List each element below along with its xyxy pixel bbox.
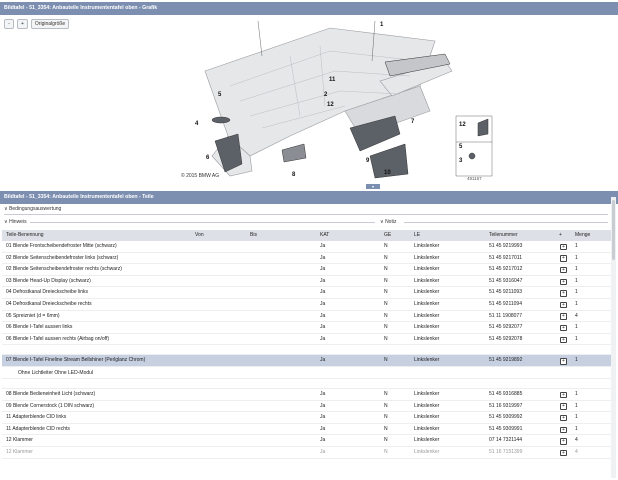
table-row[interactable] [2, 264, 616, 276]
table-row[interactable] [2, 311, 616, 323]
callout-5b: 5 [459, 144, 463, 150]
table-row[interactable] [2, 241, 616, 253]
exploded-view-diagram [0, 16, 618, 184]
part-number: 51 16 9319997 [489, 402, 523, 409]
add-to-cart-icon[interactable]: + [560, 450, 567, 456]
ge-flag: N [384, 437, 388, 444]
add-to-cart-icon[interactable]: + [560, 438, 567, 444]
ge-flag: N [384, 425, 388, 432]
add-to-cart-icon[interactable]: + [560, 302, 567, 308]
row-remark: Ohne Lichtleiter Ohne LED-Modul [2, 367, 616, 379]
column-header-part-number[interactable]: Teilenummer [489, 232, 518, 238]
part-number: 51 45 9211093 [489, 289, 522, 296]
quantity: 4 [575, 312, 578, 319]
quantity: 1 [575, 425, 578, 432]
table-row[interactable] [2, 412, 616, 424]
quantity: 1 [575, 300, 578, 307]
part-number: 51 45 9211094 [489, 300, 522, 307]
part-name: Adapterblende CID rechts [12, 425, 70, 432]
table-row[interactable] [2, 287, 616, 299]
part-number: 07 14 7321144 [489, 437, 522, 444]
part-position: 11 Adapterblende CID rechts [6, 425, 70, 432]
ge-flag: N [384, 289, 388, 296]
hints-section[interactable]: ∨ Hinweis [4, 219, 27, 225]
quantity: 1 [575, 289, 578, 296]
part-number: 51 45 9217012 [489, 266, 523, 273]
add-to-cart-icon[interactable]: + [560, 337, 567, 343]
chevron-down-icon: ∨ [4, 219, 10, 225]
ge-flag: N [384, 324, 388, 331]
steering-side: Linkslenker [414, 312, 440, 319]
part-name: Klammer [12, 448, 33, 455]
add-to-cart-icon[interactable]: + [560, 427, 567, 433]
add-to-cart-icon[interactable]: + [560, 290, 567, 296]
steering-side: Linkslenker [414, 266, 440, 273]
table-row[interactable] [2, 401, 616, 413]
part-number: 51 16 7151399 [489, 448, 523, 455]
parts-table-header [2, 230, 616, 241]
callout-11: 11 [329, 77, 336, 83]
part-name: Blende Bedieneinheit Licht (schwarz) [12, 390, 96, 397]
part-position: 09 Blende Cornerstock (1 DIN schwarz) [6, 402, 95, 409]
copyright-label: © 2015 BMW AG [181, 173, 220, 179]
ge-flag: N [384, 335, 388, 342]
steering-side: Linkslenker [414, 277, 440, 284]
steering-side: Linkslenker [414, 254, 440, 261]
scrollbar-thumb[interactable] [612, 200, 615, 260]
table-row[interactable] [2, 299, 616, 311]
part-position: 03 Blende Head-Up Display (schwarz) [6, 277, 91, 284]
zoom-in-button[interactable]: + [17, 19, 28, 29]
quantity: 1 [575, 266, 578, 273]
ge-flag: N [384, 414, 388, 421]
callout-7: 7 [411, 119, 415, 125]
add-to-cart-icon[interactable]: + [560, 279, 567, 285]
callout-12: 12 [459, 122, 466, 128]
steering-side: Linkslenker [414, 300, 440, 307]
catalog-flag: Ja [320, 402, 326, 409]
catalog-flag: Ja [320, 448, 326, 455]
add-to-cart-icon[interactable]: + [560, 255, 567, 261]
table-row[interactable] [2, 435, 616, 447]
part-position: 04 Defrostkanal Dreieckscheibe rechts [6, 300, 92, 307]
quantity: 1 [575, 254, 578, 261]
part-position: 04 Defrostkanal Dreieckscheibe links [6, 289, 88, 296]
steering-side: Linkslenker [414, 448, 440, 455]
ge-flag: N [384, 300, 388, 307]
original-size-button[interactable]: Originalgröße [31, 19, 69, 29]
chevron-down-icon: ∨ [4, 206, 10, 212]
catalog-flag: Ja [320, 243, 326, 249]
part-number: 51 45 9316885 [489, 390, 523, 397]
catalog-flag: Ja [320, 312, 326, 319]
catalog-flag: Ja [320, 289, 326, 296]
part-position: 11 Adapterblende CID links [6, 414, 67, 421]
part-number: 51 45 9219993 [489, 243, 523, 249]
part-number: 51 45 9292077 [489, 324, 523, 331]
parts-table-body [2, 241, 616, 459]
part-name: Blende I-Tafel aussen rechts (Airbag on/off) [12, 335, 110, 342]
catalog-flag: Ja [320, 390, 326, 397]
column-header-add[interactable]: + [559, 232, 562, 238]
callout-1: 1 [380, 22, 384, 28]
catalog-flag: Ja [320, 335, 326, 342]
callout-6: 6 [206, 155, 210, 161]
part-name: Defrostkanal Dreieckscheibe links [12, 289, 88, 296]
table-row[interactable] [2, 447, 616, 459]
ge-flag: N [384, 254, 388, 261]
conditions-section[interactable]: ∨ Bedingungsauswertung [4, 206, 62, 212]
part-name: Klammer [12, 437, 33, 444]
quantity: 1 [575, 243, 578, 249]
column-header-quantity[interactable]: Menge [575, 232, 591, 238]
part-name: Blende Cornerstock (1 DIN schwarz) [12, 402, 95, 409]
add-to-cart-icon[interactable]: + [560, 392, 567, 398]
part-position: 05 Spreizniet (d = 6mm) [6, 312, 60, 319]
part-position: 02 Blende Seitenscheibendefroster rechts (schwarz) [6, 266, 122, 273]
callout-2: 2 [324, 92, 328, 98]
table-row-selected[interactable]: 07 Blende I-Tafel Fineline Stream Bellshiner (Perlglanz Chrom) Ja N Linkslenker 51 45 9219892 + 1 [2, 355, 616, 367]
part-position: 02 Blende Seitenscheibendefroster links (schwarz) [6, 254, 119, 261]
table-row[interactable] [2, 276, 616, 288]
steering-side: Linkslenker [414, 402, 440, 409]
catalog-flag: Ja [320, 266, 326, 273]
table-row[interactable] [2, 389, 616, 401]
chevron-down-icon: ∨ [380, 219, 386, 225]
ge-flag: N [384, 266, 388, 273]
part-name: Blende I-Tafel aussen links [12, 324, 73, 331]
part-number: 51 45 9316047 [489, 277, 523, 284]
part-number: 51 11 1908077 [489, 312, 522, 319]
quantity: 1 [575, 324, 578, 331]
ge-flag: N [384, 277, 388, 284]
steering-side: Linkslenker [414, 243, 440, 249]
parts-panel-title: Bildtafel - 51_3354: Anbauteile Instrumententafel oben - Teile [0, 191, 618, 204]
ge-flag: N [384, 312, 388, 319]
steering-side: Linkslenker [414, 335, 440, 342]
part-name: Defrostkanal Dreieckscheibe rechts [12, 300, 92, 307]
catalog-flag: Ja [320, 300, 326, 307]
steering-side: Linkslenker [414, 289, 440, 296]
add-to-cart-icon[interactable]: + [560, 325, 567, 331]
part-position: 01 Blende Frontscheibendefroster Mitte (schwarz) [6, 243, 117, 249]
catalog-flag: Ja [320, 277, 326, 284]
catalog-flag: Ja [320, 414, 326, 421]
steering-side: Linkslenker [414, 414, 440, 421]
catalog-flag: Ja [320, 324, 326, 331]
ge-flag: N [384, 243, 388, 249]
catalog-flag: Ja [320, 437, 326, 444]
callout-12a: 12 [327, 102, 334, 108]
section-divider [404, 222, 608, 223]
callout-10: 10 [384, 170, 391, 176]
add-to-cart-icon[interactable]: + [560, 415, 567, 421]
table-row[interactable] [2, 334, 616, 346]
callout-5: 5 [218, 92, 222, 98]
section-divider [4, 214, 608, 215]
quantity: 1 [575, 402, 578, 409]
quantity: 4 [575, 437, 578, 444]
ge-flag: N [384, 390, 388, 397]
add-to-cart-icon[interactable]: + [560, 244, 567, 250]
steering-side: Linkslenker [414, 437, 440, 444]
part-name: Adapterblende CID links [12, 414, 67, 421]
graphic-panel-title: Bildtafel - 51_3354: Anbauteile Instrumententafel oben - Grafik [0, 2, 618, 15]
add-to-cart-icon[interactable]: + [560, 403, 567, 409]
table-row[interactable] [2, 424, 616, 436]
table-row[interactable] [2, 322, 616, 334]
column-header-kat[interactable]: KAT [320, 232, 330, 238]
quantity: 1 [575, 390, 578, 397]
steering-side: Linkslenker [414, 425, 440, 432]
quantity: 1 [575, 414, 578, 421]
catalog-flag: Ja [320, 254, 326, 261]
zoom-out-button[interactable]: - [4, 19, 14, 29]
figure-number: 491167 [467, 176, 482, 181]
part-number: 51 45 9292078 [489, 335, 523, 342]
part-position: 06 Blende I-Tafel aussen links [6, 324, 73, 331]
add-to-cart-icon[interactable]: + [560, 267, 567, 273]
part-number: 51 45 9309992 [489, 414, 523, 421]
catalog-flag: Ja [320, 425, 326, 432]
column-header-le[interactable]: LE [414, 232, 421, 238]
table-row-spacer [2, 345, 616, 355]
part-name: Spreizniet (d = 6mm) [12, 312, 60, 319]
section-divider [30, 222, 375, 223]
quantity: 4 [575, 448, 578, 455]
part-name: Blende Seitenscheibendefroster links (schwarz) [12, 254, 119, 261]
ge-flag: N [384, 402, 388, 409]
callout-9: 9 [366, 158, 370, 164]
table-row[interactable] [2, 253, 616, 265]
part-name: Blende Frontscheibendefroster Mitte (schwarz) [12, 243, 117, 249]
column-header-bis[interactable]: Bis [250, 232, 257, 238]
callout-3: 3 [459, 158, 463, 164]
column-header-name[interactable]: Teile-Benennung [6, 232, 44, 238]
quantity: 1 [575, 277, 578, 284]
steering-side: Linkslenker [414, 324, 440, 331]
part-number: 51 45 9309991 [489, 425, 523, 432]
ge-flag: N [384, 448, 388, 455]
part-position: 12 Klammer [6, 448, 33, 455]
table-row-spacer [2, 379, 616, 389]
part-name: Blende Seitenscheibendefroster rechts (schwarz) [12, 266, 122, 273]
part-position: 12 Klammer [6, 437, 33, 444]
add-to-cart-icon[interactable]: + [560, 313, 567, 319]
part-number: 51 45 9217011 [489, 254, 522, 261]
part-position: 06 Blende I-Tafel aussen rechts (Airbag on/off) [6, 335, 110, 342]
part-name: Blende Head-Up Display (schwarz) [12, 277, 91, 284]
callout-4: 4 [195, 121, 199, 127]
column-header-ge[interactable]: GE [384, 232, 392, 238]
collapse-splitter-button[interactable]: ▾ [366, 184, 380, 189]
part-position: 08 Blende Bedieneinheit Licht (schwarz) [6, 390, 96, 397]
quantity: 1 [575, 335, 578, 342]
add-to-cart-icon[interactable]: + [560, 358, 567, 364]
notes-section[interactable]: ∨ Notiz [380, 219, 397, 225]
column-header-von[interactable]: Von [195, 232, 204, 238]
steering-side: Linkslenker [414, 390, 440, 397]
callout-8: 8 [292, 172, 296, 178]
